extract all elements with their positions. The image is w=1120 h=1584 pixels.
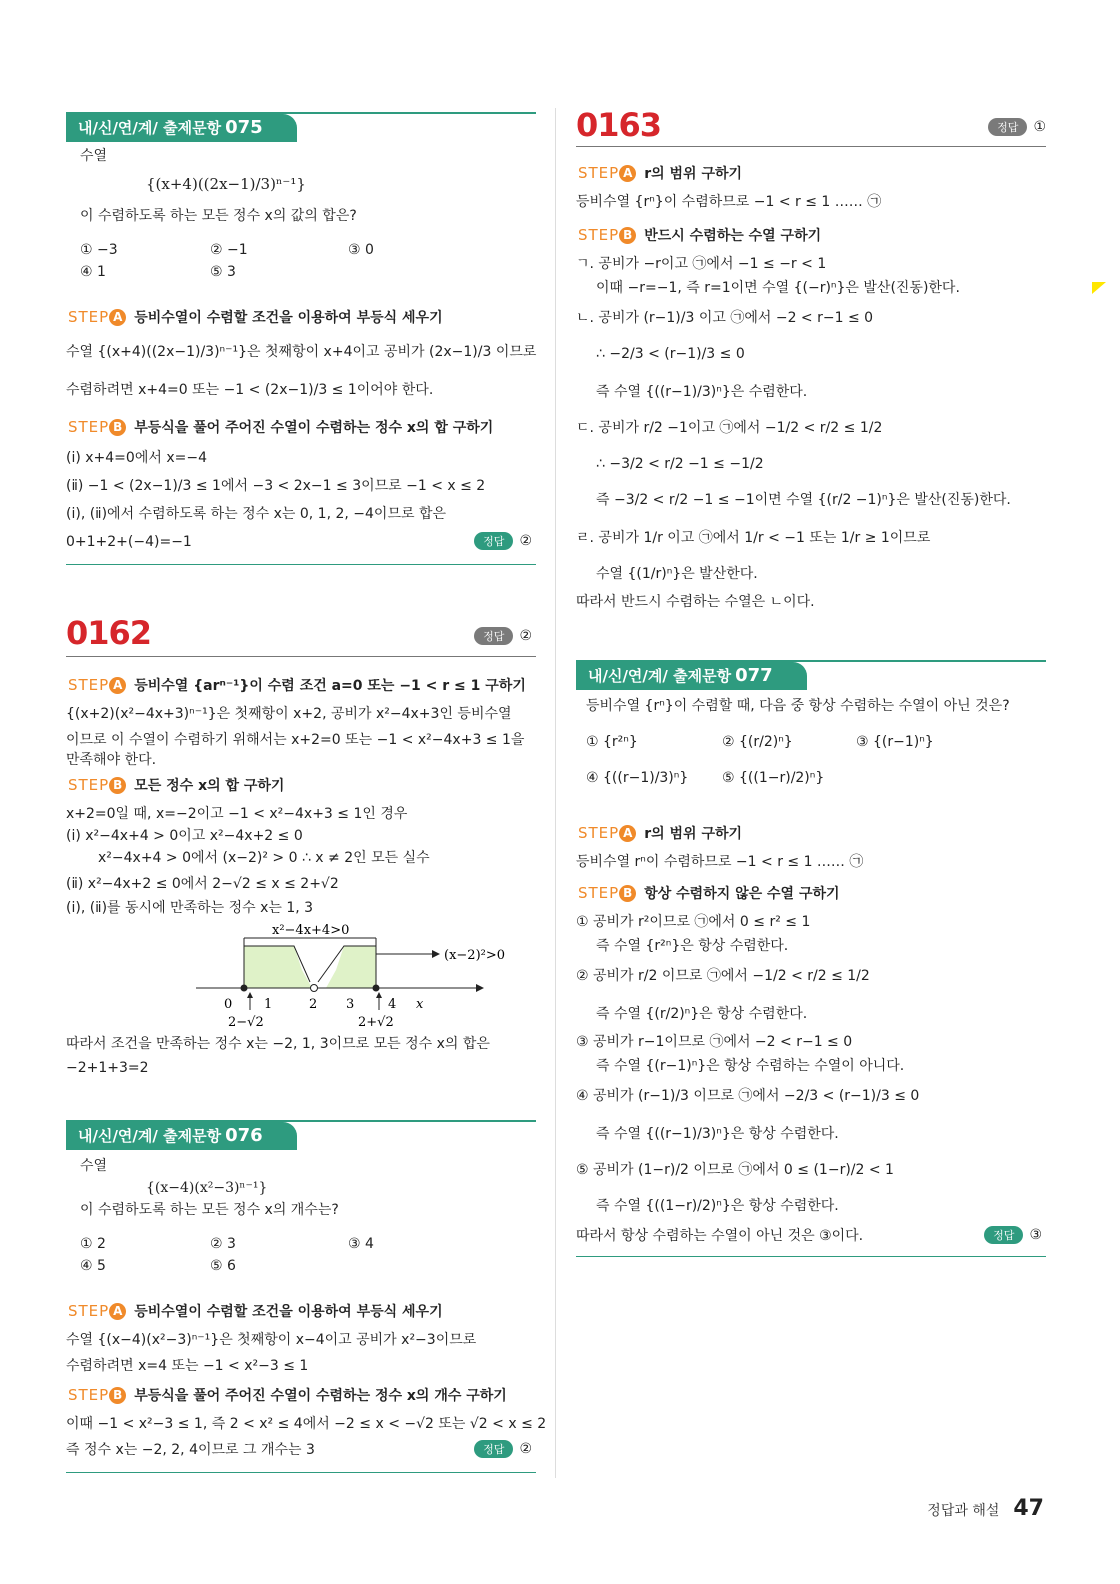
answer-0162: 정답 ②	[474, 627, 532, 645]
solution-line: ㄱ. 공비가 −r이고 ㉠에서 −1 ≤ −r < 1	[576, 256, 827, 272]
choice-3[interactable]: ③ 0	[348, 242, 374, 258]
solution-line: ③ 공비가 r−1이므로 ㉠에서 −2 < r−1 ≤ 0	[576, 1034, 853, 1050]
solution-line: 수열 {(1/r)ⁿ}은 발산한다.	[596, 566, 758, 582]
divider	[576, 146, 1046, 147]
closed-point	[373, 985, 380, 992]
step-a-0162: STEP A 등비수열 {arⁿ⁻¹}이 수렴 조건 a=0 또는 −1 < r ≤ 1 구하기	[68, 676, 526, 694]
solution-line: 즉 수열 {((r−1)/3)ⁿ}은 수렴한다.	[596, 384, 808, 400]
solution-line: 수열 {(x+4)((2x−1)/3)ⁿ⁻¹}은 첫째항이 x+4이고 공비가 (2x−1)/3 이므로	[66, 344, 537, 360]
solution-line: −2+1+3=2	[66, 1060, 149, 1076]
closed-point	[241, 985, 248, 992]
q075-question: 이 수렴하도록 하는 모든 정수 x의 값의 합은?	[80, 208, 357, 224]
q075-sequence: {(x+4)((2x−1)/3)ⁿ⁻¹}	[146, 175, 306, 193]
solution-line: 이때 −r=−1, 즉 r=1이면 수열 {(−r)ⁿ}은 발산(진동)한다.	[596, 280, 960, 296]
solution-line: ④ 공비가 (r−1)/3 이므로 ㉠에서 −2/3 < (r−1)/3 ≤ 0	[576, 1088, 920, 1104]
solution-line: 따라서 항상 수렴하는 수열이 아닌 것은 ③이다.	[576, 1228, 864, 1244]
open-point	[311, 985, 318, 992]
solution-line: (ⅰ), (ⅱ)에서 수렴하도록 하는 정수 x는 0, 1, 2, −4이므로 합은	[66, 506, 446, 522]
step-b-0162: STEP B 모든 정수 x의 합 구하기	[68, 776, 285, 794]
tick-label: 3	[346, 997, 355, 1012]
problem-number-0162: 0162	[66, 614, 152, 652]
answer-075: 정답 ②	[474, 532, 532, 550]
choice-1[interactable]: ① −3	[80, 242, 118, 258]
choice-4[interactable]: ④ 5	[80, 1258, 106, 1274]
divider	[66, 564, 536, 565]
step-b-0163: STEP B 반드시 수렴하는 수열 구하기	[578, 226, 822, 244]
choice-5[interactable]: ⑤ 6	[210, 1258, 236, 1274]
problem-number-0163: 0163	[576, 106, 662, 144]
number-line-figure	[176, 920, 536, 1032]
solution-line: ㄷ. 공비가 r/2 −1이고 ㉠에서 −1/2 < r/2 ≤ 1/2	[576, 420, 883, 436]
solution-line: ⑤ 공비가 (1−r)/2 이므로 ㉠에서 0 ≤ (1−r)/2 < 1	[576, 1162, 894, 1178]
solution-line: 0+1+2+(−4)=−1	[66, 534, 192, 550]
page-number: 47	[1013, 1496, 1044, 1521]
solution-line: (ⅱ) −1 < (2x−1)/3 ≤ 1에서 −3 < 2x−1 ≤ 3이므로 −1 < x ≤ 2	[66, 478, 486, 494]
choice-1[interactable]: ① {r²ⁿ}	[586, 734, 638, 750]
solution-line: 수열 {(x−4)(x²−3)ⁿ⁻¹}은 첫째항이 x−4이고 공비가 x²−3이므로	[66, 1332, 477, 1348]
solution-line: (ⅰ), (ⅱ)를 동시에 만족하는 정수 x는 1, 3	[66, 900, 314, 916]
solution-line: 등비수열 {rⁿ}이 수렴하므로 −1 < r ≤ 1 …… ㉠	[576, 194, 882, 210]
tick-label: 1	[264, 997, 273, 1012]
solution-line: x+2=0일 때, x=−2이고 −1 < x²−4x+3 ≤ 1인 경우	[66, 806, 408, 822]
banner-075: 내/신/연/계/ 출제문항 075	[66, 112, 536, 142]
choice-5[interactable]: ⑤ 3	[210, 264, 236, 280]
choice-2[interactable]: ② {(r/2)ⁿ}	[722, 734, 793, 750]
fig-label-bound: 2−√2	[228, 1015, 264, 1030]
divider	[66, 656, 536, 657]
step-a-077: STEP A r의 범위 구하기	[578, 824, 743, 842]
tick-label: 0	[224, 997, 233, 1012]
choice-5[interactable]: ⑤ {((1−r)/2)ⁿ}	[722, 770, 825, 786]
banner-076: 내/신/연/계/ 출제문항 076	[66, 1120, 536, 1150]
solution-line: 즉 수열 {((r−1)/3)ⁿ}은 항상 수렴한다.	[596, 1126, 839, 1142]
step-a-0163: STEP A r의 범위 구하기	[578, 164, 743, 182]
step-b-077: STEP B 항상 수렴하지 않은 수열 구하기	[578, 884, 840, 902]
step-a-075: STEP A 등비수열이 수렴할 조건을 이용하여 부등식 세우기	[68, 308, 443, 326]
choice-2[interactable]: ② 3	[210, 1236, 236, 1252]
page-footer	[927, 1496, 1044, 1521]
solution-line: 즉 정수 x는 −2, 2, 4이므로 그 개수는 3	[66, 1442, 315, 1458]
solution-line: ㄴ. 공비가 (r−1)/3 이고 ㉠에서 −2 < r−1 ≤ 0	[576, 310, 874, 326]
solution-line: 만족해야 한다.	[66, 752, 157, 768]
q076-question: 이 수렴하도록 하는 모든 정수 x의 개수는?	[80, 1202, 339, 1218]
divider	[576, 1256, 1046, 1257]
solution-line: 즉 수열 {(r−1)ⁿ}은 항상 수렴하는 수열이 아니다.	[596, 1058, 905, 1074]
step-b-075: STEP B 부등식을 풀어 주어진 수열이 수렴하는 정수 x의 합 구하기	[68, 418, 494, 436]
solution-line: 즉 −3/2 < r/2 −1 ≤ −1이면 수열 {(r/2 −1)ⁿ}은 발산(진동)한다.	[596, 492, 1011, 508]
solution-line: (ⅰ) x+4=0에서 x=−4	[66, 450, 207, 466]
solution-line: {(x+2)(x²−4x+3)ⁿ⁻¹}은 첫째항이 x+2, 공비가 x²−4x+3인 등비수열	[66, 706, 512, 722]
fig-label-right: (x−2)²>0	[444, 948, 506, 963]
solution-line: 즉 수열 {((1−r)/2)ⁿ}은 항상 수렴한다.	[596, 1198, 839, 1214]
q077-question: 등비수열 {rⁿ}이 수렴할 때, 다음 중 항상 수렴하는 수열이 아닌 것은?	[586, 698, 1010, 714]
fig-label-top: x²−4x+4>0	[272, 923, 350, 938]
choice-3[interactable]: ③ 4	[348, 1236, 374, 1252]
solution-line: (ⅰ) x²−4x+4 > 0이고 x²−4x+2 ≤ 0	[66, 828, 303, 844]
solution-line: 등비수열 rⁿ이 수렴하므로 −1 < r ≤ 1 …… ㉠	[576, 854, 864, 870]
solution-line: x²−4x+4 > 0에서 (x−2)² > 0 ∴ x ≠ 2인 모든 실수	[98, 850, 430, 866]
solution-line: 이때 −1 < x²−3 ≤ 1, 즉 2 < x² ≤ 4에서 −2 ≤ x < −√2 또는 √2 < x ≤ 2	[66, 1416, 547, 1432]
choice-2[interactable]: ② −1	[210, 242, 248, 258]
solution-line: 즉 수열 {r²ⁿ}은 항상 수렴한다.	[596, 938, 789, 954]
tick-label: 4	[388, 997, 397, 1012]
solution-line: 즉 수열 {(r/2)ⁿ}은 항상 수렴한다.	[596, 1006, 808, 1022]
tick-label: 2	[309, 997, 318, 1012]
page-corner-marker	[1092, 282, 1106, 294]
solution-line: (ⅱ) x²−4x+2 ≤ 0에서 2−√2 ≤ x ≤ 2+√2	[66, 876, 339, 892]
q075-lead: 수열	[80, 148, 108, 164]
solution-line: 따라서 반드시 수렴하는 수열은 ㄴ이다.	[576, 594, 815, 610]
footer-label: 정답과 해설	[927, 1503, 1000, 1519]
choice-4[interactable]: ④ 1	[80, 264, 106, 280]
solution-line: ∴ −2/3 < (r−1)/3 ≤ 0	[596, 346, 745, 362]
solution-line: ㄹ. 공비가 1/r 이고 ㉠에서 1/r < −1 또는 1/r ≥ 1이므로	[576, 530, 931, 546]
solution-line: ∴ −3/2 < r/2 −1 ≤ −1/2	[596, 456, 764, 472]
fig-label-bound: 2+√2	[358, 1015, 394, 1030]
q076-lead: 수열	[80, 1158, 108, 1174]
answer-0163: 정답 ①	[988, 118, 1046, 136]
divider	[66, 1472, 536, 1473]
solution-line: 이므로 이 수열이 수렴하기 위해서는 x+2=0 또는 −1 < x²−4x+3 ≤ 1을	[66, 732, 525, 748]
step-a-076: STEP A 등비수열이 수렴할 조건을 이용하여 부등식 세우기	[68, 1302, 443, 1320]
answer-076: 정답 ②	[474, 1440, 532, 1458]
choice-1[interactable]: ① 2	[80, 1236, 106, 1252]
q076-sequence: {(x−4)(x²−3)ⁿ⁻¹}	[146, 1180, 268, 1196]
answer-077: 정답 ③	[984, 1226, 1042, 1244]
column-separator	[555, 108, 556, 1478]
tick-label: x	[416, 997, 424, 1012]
banner-077: 내/신/연/계/ 출제문항 077	[576, 660, 1046, 690]
solution-line: 수렴하려면 x=4 또는 −1 < x²−3 ≤ 1	[66, 1358, 309, 1374]
solution-line: 수렴하려면 x+4=0 또는 −1 < (2x−1)/3 ≤ 1이어야 한다.	[66, 382, 434, 398]
solution-line: 따라서 조건을 만족하는 정수 x는 −2, 1, 3이므로 모든 정수 x의 합은	[66, 1036, 490, 1052]
solution-line: ② 공비가 r/2 이므로 ㉠에서 −1/2 < r/2 ≤ 1/2	[576, 968, 870, 984]
choice-4[interactable]: ④ {((r−1)/3)ⁿ}	[586, 770, 689, 786]
choice-3[interactable]: ③ {(r−1)ⁿ}	[856, 734, 934, 750]
solution-line: ① 공비가 r²이므로 ㉠에서 0 ≤ r² ≤ 1	[576, 914, 811, 930]
step-b-076: STEP B 부등식을 풀어 주어진 수열이 수렴하는 정수 x의 개수 구하기	[68, 1386, 507, 1404]
